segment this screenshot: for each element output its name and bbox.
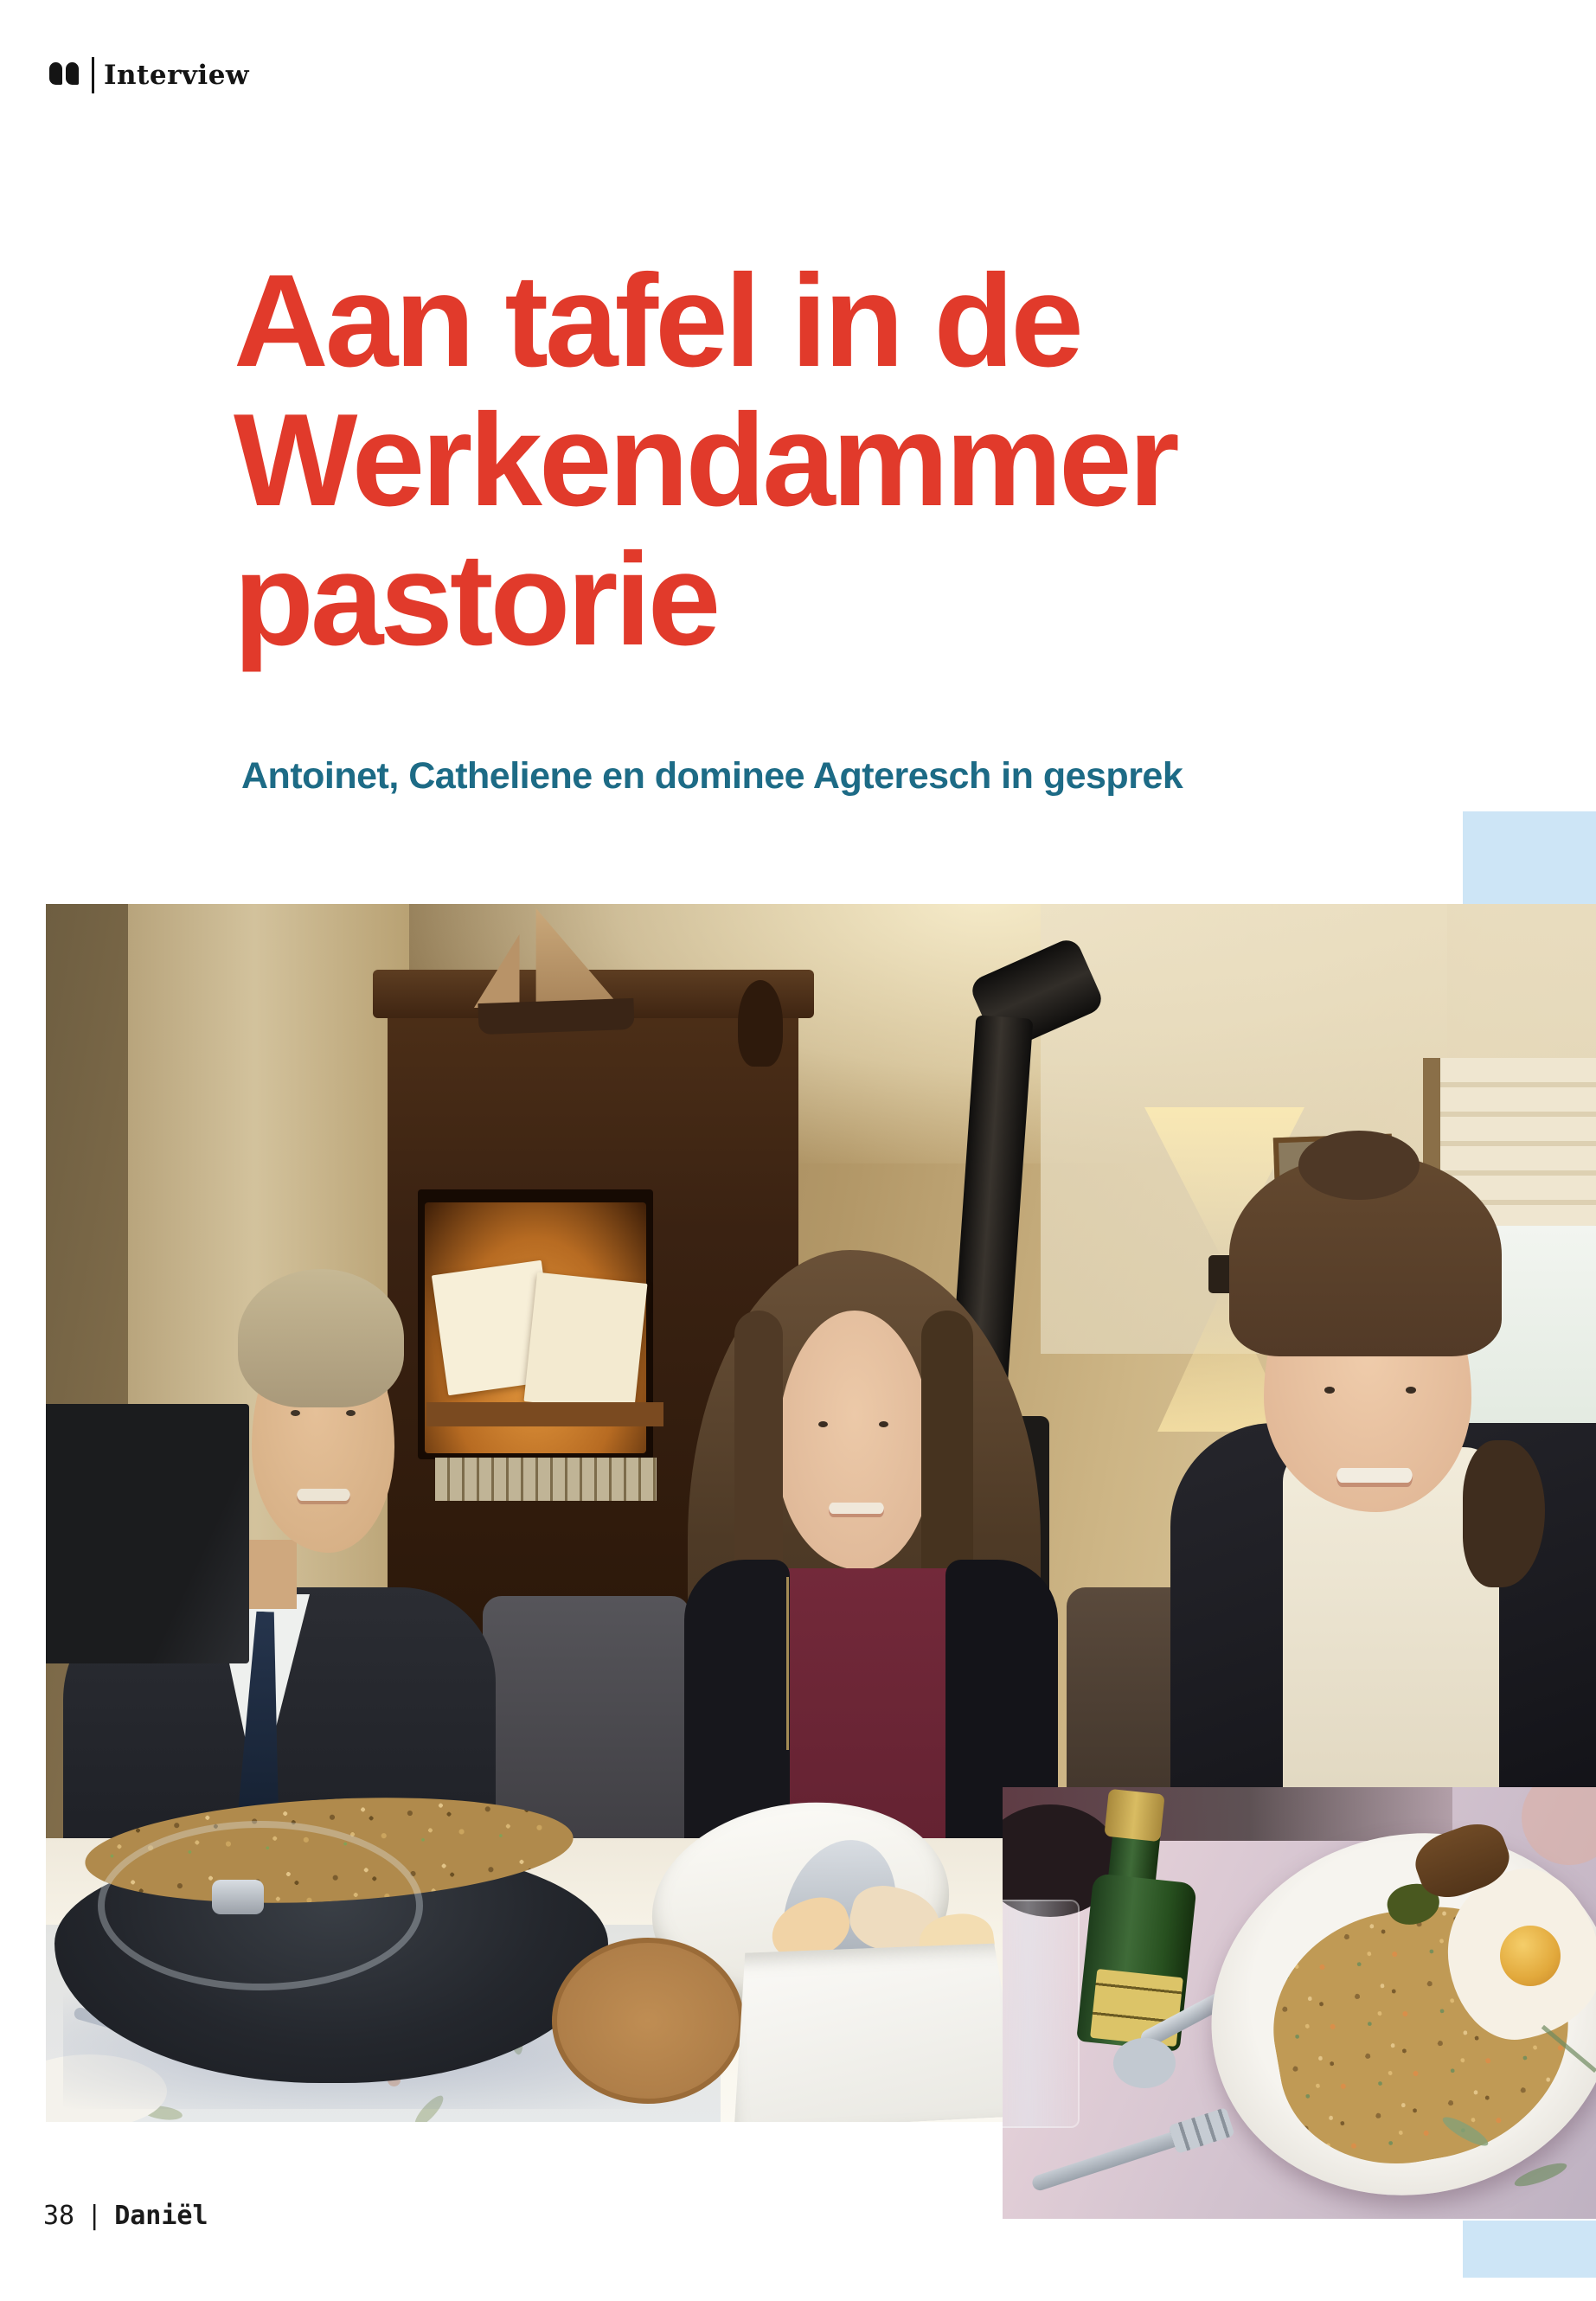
magazine-name: Daniël <box>114 2201 208 2231</box>
square-cracker-bowl <box>725 1939 1023 2122</box>
man-neck <box>243 1540 297 1609</box>
right-woman-smile <box>1336 1468 1413 1487</box>
right-woman-eye-left <box>1324 1387 1335 1394</box>
drinking-glass <box>1003 1900 1080 2128</box>
inset-spoon-bowl <box>1113 2038 1176 2088</box>
article-subtitle: Antoinet, Catheliene en dominee Agteresch in gesprek <box>241 755 1183 797</box>
centre-woman-smile <box>829 1503 884 1517</box>
title-line-2: Werkendammer <box>234 387 1176 534</box>
right-woman-hair-bun <box>1298 1131 1420 1200</box>
sheet-music-right <box>524 1272 648 1413</box>
title-line-3: pastorie <box>234 526 718 673</box>
quote-mark-right <box>66 62 79 85</box>
accent-rect-bottom <box>1463 2221 1596 2278</box>
title-line-1: Aan tafel in de <box>234 247 1080 394</box>
centre-woman-eye-left <box>818 1421 828 1427</box>
section-label: Interview <box>104 60 250 91</box>
article-title <box>234 247 1531 673</box>
centre-woman-necklace <box>786 1577 789 1750</box>
man-smile <box>297 1489 350 1504</box>
organ-music-shelf <box>426 1402 663 1426</box>
centre-woman-eye-right <box>879 1421 888 1427</box>
inset-photo <box>1003 1787 1596 2219</box>
bottle-cap <box>1104 1789 1164 1842</box>
organ-keys <box>435 1458 657 1501</box>
sailboat-hull <box>478 998 634 1035</box>
man-eye-right <box>346 1410 356 1416</box>
double-quote-icon <box>49 62 82 89</box>
man-hair <box>238 1269 404 1407</box>
page-number: 38 <box>43 2201 75 2231</box>
lid-knob <box>212 1880 264 1914</box>
cork-trivet <box>552 1938 744 2104</box>
accent-rect-top <box>1463 811 1596 905</box>
footer-separator: | <box>87 2201 103 2231</box>
right-woman-eye-right <box>1406 1387 1416 1394</box>
tv-screen <box>46 1404 249 1663</box>
page-footer <box>43 2201 208 2231</box>
quote-mark-left <box>49 62 62 85</box>
tag-separator-bar <box>92 57 94 93</box>
man-eye-left <box>291 1410 300 1416</box>
organ-finial <box>738 980 783 1067</box>
section-tag <box>49 57 249 93</box>
fried-egg-yolk <box>1500 1926 1561 1986</box>
